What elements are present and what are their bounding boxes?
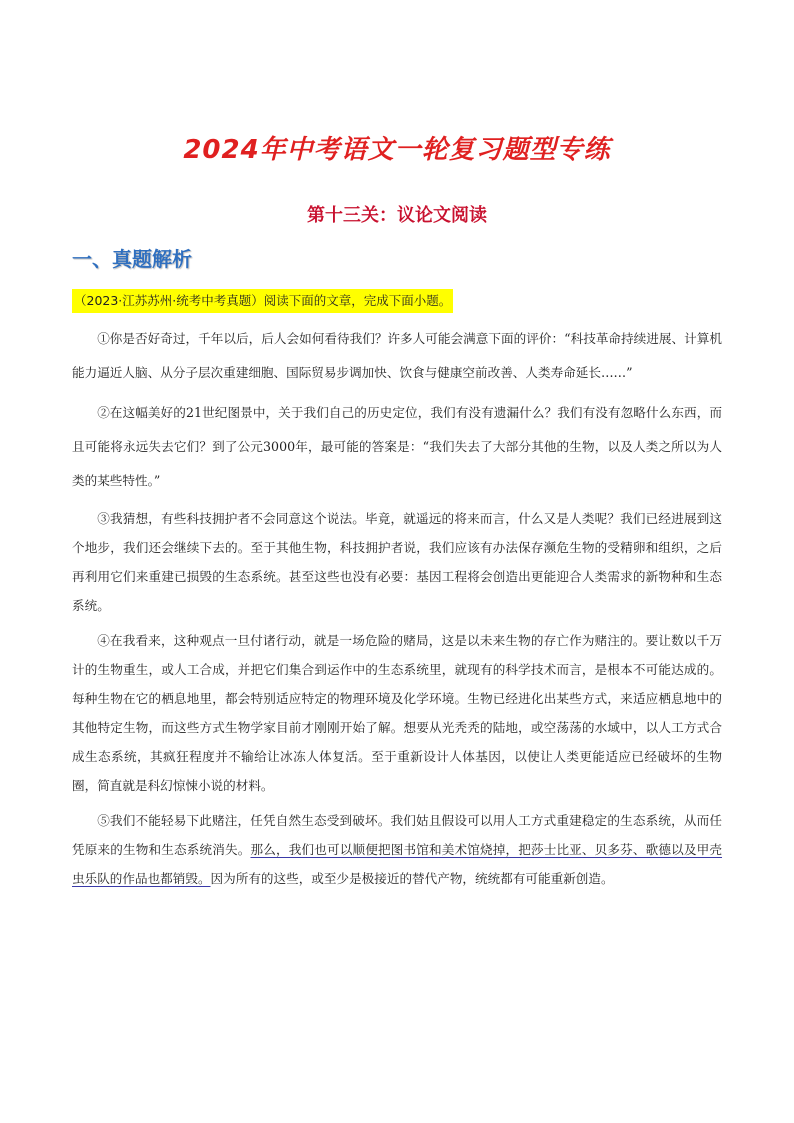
paragraph-3: ③我猜想，有些科技拥护者不会同意这个说法。毕竟，就遥远的将来而言，什么又是人类呢？我们已经进展到这个地步，我们还会继续下去的。至于其他生物，科技拥护者说，我们应该有办法保存濒危生物的受精卵和组织，之后再利用它们来重建已损毁的生态系统。甚至这些也没有必要：基因工程将会创造出更能迎合人类需求的新物种和生态系统。 — [72, 511, 722, 613]
paragraph-4: ④在我看来，这种观点一旦付诸行动，就是一场危险的赌局，这是以未来生物的存亡作为赌注的。要让数以千万计的生物重生，或人工合成，并把它们集合到运作中的生态系统里，就现有的科学技术而言，是根本不可能达成的。每种生物在它的栖息地里，都会特别适应特定的物理环境及化学环境。生物已经进化出某些方式，来适应栖息地中的其他特定生物，而这些方式生物学家目前才刚刚开始了解。想要从光秃秃的陆地，或空荡荡的水域中，以人工方式合成生态系统，其疯狂程度并不输给让冰冻人体复活。至于重新设计人体基因，以使让人类更能适应已经破坏的生物圈，简直就是科幻惊悚小说的材料。 — [72, 633, 722, 793]
source-note: （2023·江苏苏州·统考中考真题）阅读下面的文章，完成下面小题。 — [72, 289, 453, 313]
page-title: 2024年中考语文一轮复习题型专练 — [183, 135, 611, 165]
paragraph-5-underlined: 那么，我们也可以顺便把图书馆和美术馆烧掉，把莎士比亚、贝多芬、歌德以及甲壳虫乐队的作品也都销毁。 — [72, 842, 723, 886]
section-heading: 一、真题解析 — [72, 247, 192, 271]
article-body — [72, 322, 722, 899]
paragraph-5 — [72, 806, 722, 893]
paragraph-1: ①你是否好奇过，千年以后，后人会如何看待我们？许多人可能会满意下面的评价：“科技革命持续进展、计算机能力逼近人脑、从分子层次重建细胞、国际贸易步调加快、饮食与健康空前改善、人类寿命延长……” — [72, 331, 722, 380]
page-subtitle: 第十三关：议论文阅读 — [307, 205, 487, 226]
paragraph-2: ②在这幅美好的21世纪图景中，关于我们自己的历史定位，我们有没有遗漏什么？我们有没有忽略什么东西，而且可能将永远失去它们？到了公元3000年，最可能的答案是：“我们失去了大部分其他的生物，以及人类之所以为人类的某些特性。” — [72, 405, 722, 488]
paragraph-5-text: ⑤我们不能轻易下此赌注，任凭自然生态受到破坏。我们姑且假设可以用人工方式重建稳定的生态系统，从而任凭原来的生物和生态系统消失。 — [72, 813, 722, 857]
paragraph-5-end: 因为所有的这些，或至少是极接近的替代产物，统统都有可能重新创造。 — [210, 871, 614, 886]
